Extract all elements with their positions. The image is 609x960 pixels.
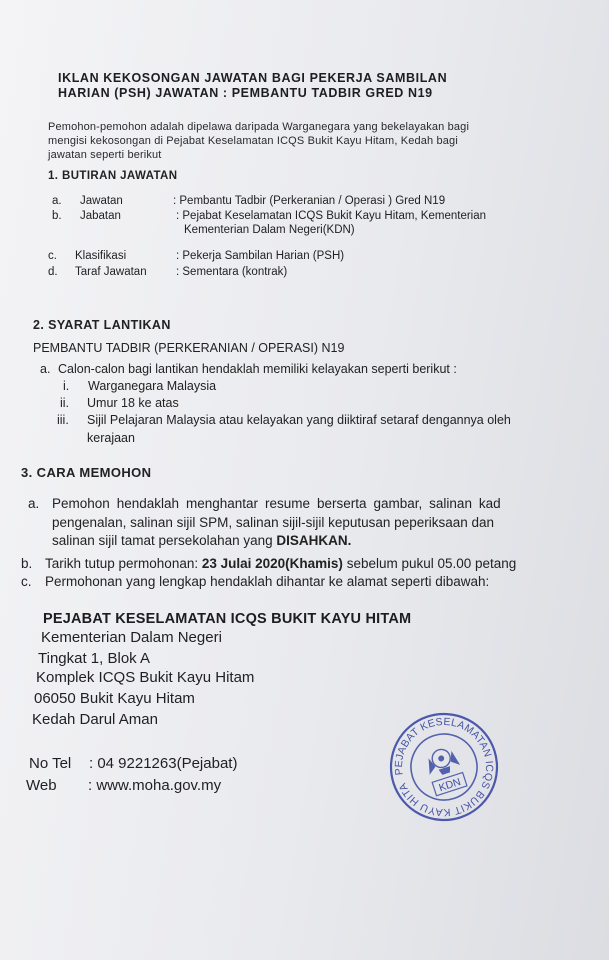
stamp-ring-text: PEJABAT KESELAMATAN ICQS BUKIT KAYU HITAM: [392, 715, 496, 819]
web-value: : www.moha.gov.my: [88, 777, 222, 794]
crest-icon: [423, 745, 461, 779]
point-text: Calon-calon bagi lantikan hendaklah memiliki kelayakan seperti berikut :: [58, 362, 457, 376]
point-text: Permohonan yang lengkap hendaklah dihantar ke alamat seperti dibawah:: [45, 574, 490, 589]
address-line: Kedah Darul Aman: [32, 711, 158, 728]
address-line: Tingkat 1, Blok A: [38, 650, 151, 667]
item-text: Warganegara Malaysia: [88, 379, 217, 393]
address-line: Kementerian Dalam Negeri: [41, 629, 222, 646]
row-label: Klasifikasi: [75, 250, 127, 262]
point-text: [45, 556, 516, 571]
stamp-center-text: KDN: [437, 775, 463, 795]
address-office-name: PEJABAT KESELAMATAN ICQS BUKIT KAYU HITAM: [43, 611, 412, 627]
row-value: : Pekerja Sambilan Harian (PSH): [176, 250, 345, 262]
detail-row-jabatan-continued: Kementerian Dalam Negeri(KDN): [184, 224, 355, 236]
row-label: Jabatan: [80, 210, 121, 222]
apply-point-a: [28, 496, 501, 511]
point-letter: b.: [21, 556, 33, 571]
document-title-line-1: IKLAN KEKOSONGAN JAWATAN BAGI PEKERJA SAMBILAN: [58, 71, 448, 85]
apply-point-a-line-2: pengenalan, salinan sijil SPM, salinan sijil-sijil keputusan peperiksaan dan: [52, 515, 495, 530]
row-letter: c.: [48, 250, 57, 262]
row-label: Jawatan: [80, 195, 123, 207]
web-label: Web: [26, 777, 57, 794]
item-text: Umur 18 ke atas: [87, 396, 179, 410]
apply-point-b: [21, 556, 517, 571]
row-label: Taraf Jawatan: [75, 266, 147, 278]
closing-date: 23 Julai 2020(Khamis): [201, 556, 343, 571]
point-letter: a.: [40, 362, 51, 376]
section-2-point-a: [40, 362, 457, 376]
apply-point-c: [21, 574, 490, 589]
intro-line-2: mengisi kekosongan di Pejabat Keselamatan ICQS Bukit Kayu Hitam, Kedah bagi: [48, 135, 458, 147]
point-text-bold: DISAHKAN.: [276, 533, 352, 548]
intro-line-3: jawatan seperti berikut: [48, 149, 162, 161]
item-number: i.: [63, 379, 70, 393]
item-text: Sijil Pelajaran Malaysia atau kelayakan yang diiktiraf setaraf dengannya oleh: [87, 413, 511, 427]
point-letter: a.: [28, 496, 40, 511]
requirement-item-continued: kerajaan: [87, 431, 135, 445]
address-line: Komplek ICQS Bukit Kayu Hitam: [36, 669, 255, 686]
contact-web: [26, 777, 222, 794]
item-number: ii.: [60, 396, 70, 410]
phone-value: : 04 9221263(Pejabat): [89, 755, 238, 772]
requirement-item: [63, 379, 217, 393]
row-value: : Pembantu Tadbir (Perkeranian / Operasi ) Gred N19: [173, 195, 446, 207]
section-2-heading: 2. SYARAT LANTIKAN: [33, 318, 171, 332]
section-1-heading: 1. BUTIRAN JAWATAN: [48, 170, 178, 182]
point-letter: c.: [21, 574, 32, 589]
section-2-subheading: PEMBANTU TADBIR (PERKERANIAN / OPERASI) N19: [33, 341, 345, 355]
document-title-line-2: HARIAN (PSH) JAWATAN : PEMBANTU TADBIR GRED N19: [58, 86, 433, 100]
closing-label: Tarikh tutup permohonan:: [45, 556, 202, 571]
row-value: : Pejabat Keselamatan ICQS Bukit Kayu Hitam, Kementerian: [176, 210, 487, 222]
apply-point-a-line-3: [52, 533, 351, 548]
requirement-item: [57, 413, 511, 427]
contact-phone: [29, 755, 238, 772]
intro-line-1: Pemohon-pemohon adalah dipelawa daripada Warganegara yang bekelayakan bagi: [48, 121, 470, 133]
row-letter: a.: [52, 195, 62, 207]
closing-time: sebelum pukul 05.00 petang: [342, 556, 517, 571]
row-value: : Sementara (kontrak): [176, 266, 288, 278]
row-letter: d.: [48, 266, 58, 278]
phone-label: No Tel: [29, 755, 72, 772]
point-text-line-1: Pemohon hendaklah menghantar resume berserta gambar, salinan kad: [52, 496, 501, 511]
official-stamp: [388, 708, 500, 826]
item-number: iii.: [57, 413, 69, 427]
address-line: 06050 Bukit Kayu Hitam: [34, 690, 195, 707]
row-letter: b.: [52, 210, 62, 222]
section-3-heading: 3. CARA MEMOHON: [21, 465, 152, 480]
requirement-item: [60, 396, 179, 410]
point-text-normal: salinan sijil tamat persekolahan yang: [52, 533, 277, 548]
